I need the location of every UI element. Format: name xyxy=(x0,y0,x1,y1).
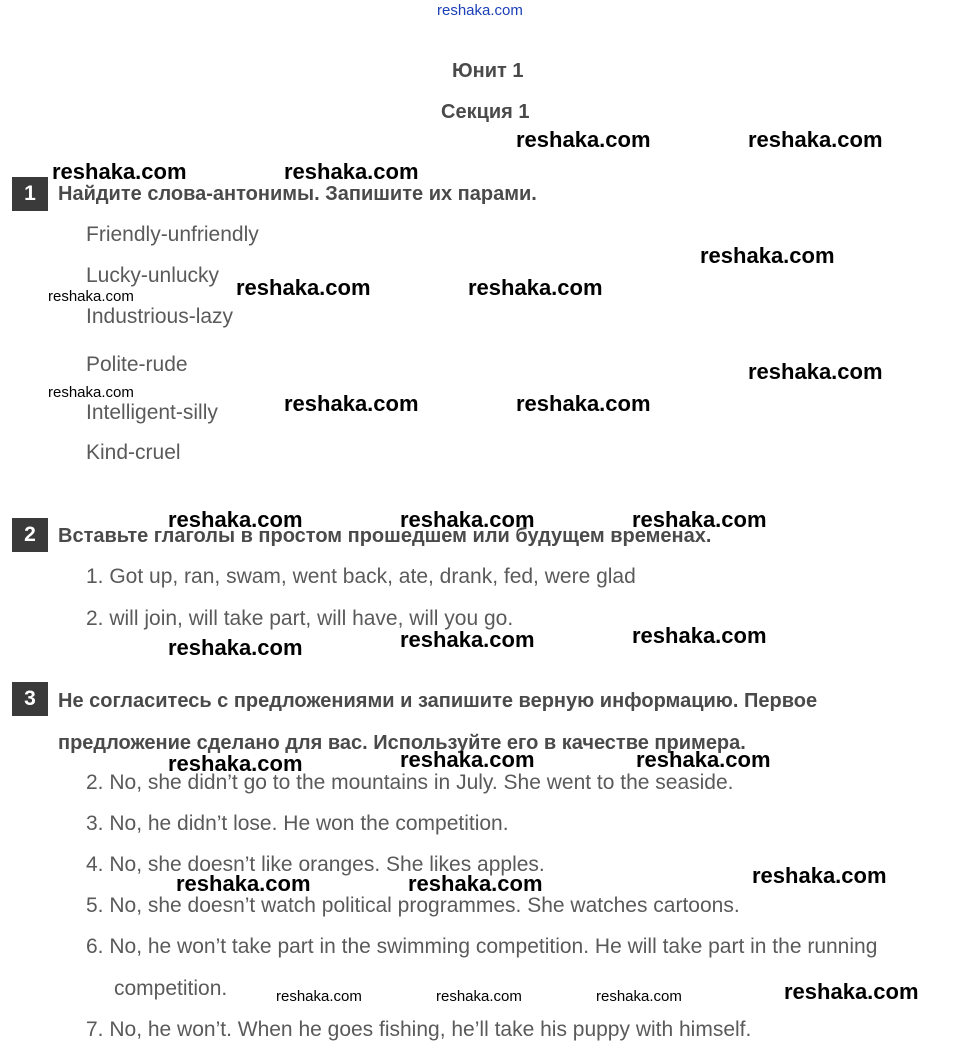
watermark: reshaka.com xyxy=(516,391,651,416)
watermark: reshaka.com xyxy=(400,747,535,772)
watermark: reshaka.com xyxy=(784,979,919,1004)
watermark-small: reshaka.com xyxy=(48,288,134,305)
watermark-small: reshaka.com xyxy=(596,988,682,1005)
watermark-small: reshaka.com xyxy=(436,988,522,1005)
answer-line: Lucky-unlucky xyxy=(86,264,220,287)
task-title: Найдите слова-антонимы. Запишите их парами. xyxy=(58,183,537,205)
task-title: Вставьте глаголы в простом прошедшем или будущем временах. xyxy=(58,525,712,547)
watermark: reshaka.com xyxy=(748,359,883,384)
watermark: reshaka.com xyxy=(168,635,303,660)
answer-line: Kind-cruel xyxy=(86,441,181,464)
watermark: reshaka.com xyxy=(168,751,303,776)
task-number-badge: 2 xyxy=(12,518,48,552)
task-number-badge: 3 xyxy=(12,682,48,716)
answer-line: Friendly-unfriendly xyxy=(86,223,259,246)
section-title: Секция 1 xyxy=(441,101,530,123)
watermark: reshaka.com xyxy=(632,507,767,532)
watermark: reshaka.com xyxy=(236,275,371,300)
answer-line: 5. No, she doesn’t watch political programmes. She watches cartoons. xyxy=(86,894,740,917)
watermark-small: reshaka.com xyxy=(276,988,362,1005)
watermark: reshaka.com xyxy=(700,243,835,268)
answer-line: competition. xyxy=(114,977,228,1000)
answer-line: Polite-rude xyxy=(86,353,188,376)
watermark: reshaka.com xyxy=(168,507,303,532)
watermark: reshaka.com xyxy=(468,275,603,300)
answer-line: 2. No, she didn’t go to the mountains in July. She went to the seaside. xyxy=(86,771,734,794)
watermark-small: reshaka.com xyxy=(48,384,134,401)
watermark: reshaka.com xyxy=(632,623,767,648)
watermark: reshaka.com xyxy=(284,391,419,416)
answer-line: 2. will join, will take part, will have, will you go. xyxy=(86,607,514,630)
watermark: reshaka.com xyxy=(400,627,535,652)
task-number-badge: 1 xyxy=(12,177,48,211)
unit-title: Юнит 1 xyxy=(452,60,524,82)
answer-line: Intelligent-silly xyxy=(86,401,218,424)
answer-line: 6. No, he won’t take part in the swimming competition. He will take part in the running xyxy=(86,935,878,958)
watermark: reshaka.com xyxy=(752,863,887,888)
watermark: reshaka.com xyxy=(748,127,883,152)
answer-line: 3. No, he didn’t lose. He won the competition. xyxy=(86,812,509,835)
watermark: reshaka.com xyxy=(284,159,419,184)
watermark: reshaka.com xyxy=(176,871,311,896)
watermark: reshaka.com xyxy=(516,127,651,152)
answer-line: 7. No, he won’t. When he goes fishing, he’ll take his puppy with himself. xyxy=(86,1018,752,1041)
watermark: reshaka.com xyxy=(400,507,535,532)
watermark: reshaka.com xyxy=(52,159,187,184)
watermark: reshaka.com xyxy=(408,871,543,896)
answer-line: Industrious-lazy xyxy=(86,305,234,328)
watermark: reshaka.com xyxy=(636,747,771,772)
answer-line: 4. No, she doesn’t like oranges. She likes apples. xyxy=(86,853,545,876)
task-title: Не согласитесь с предложениями и запишите верную информацию. Первое xyxy=(58,690,818,712)
task-title: предложение сделано для вас. Используйте его в качестве примера. xyxy=(58,732,746,754)
site-link[interactable]: reshaka.com xyxy=(437,2,523,19)
answer-line: 1. Got up, ran, swam, went back, ate, drank, fed, were glad xyxy=(86,565,636,588)
